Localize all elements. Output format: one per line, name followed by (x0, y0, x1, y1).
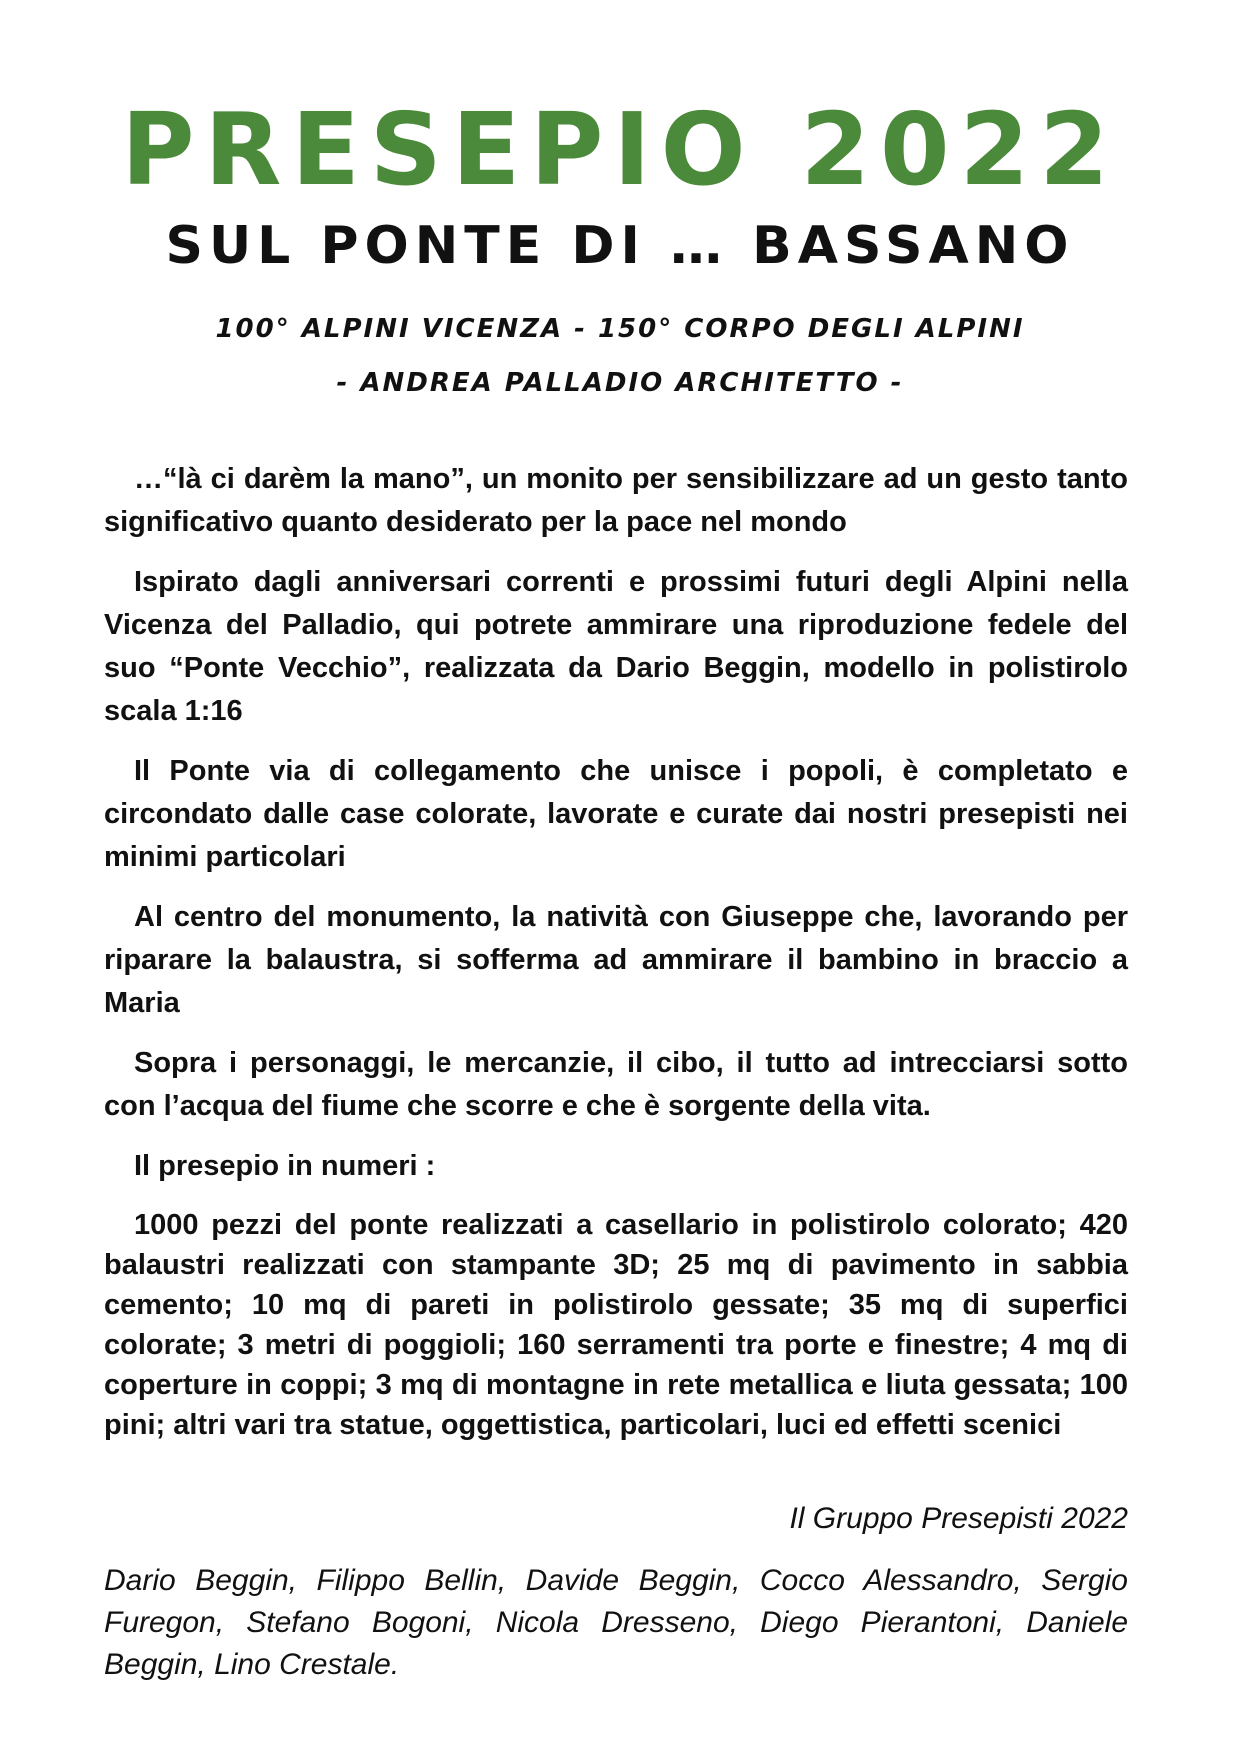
body-text (104, 458, 1128, 1462)
page-subtitle: SUL PONTE DI … BASSANO (165, 216, 1075, 276)
paragraph-intro: …“là ci darèm la mano”, un monito per sensibilizzare ad un gesto tanto significativo quanto desiderato per la pace nel mondo (104, 463, 1128, 538)
paragraph-characters: Sopra i personaggi, le mercanzie, il cibo, il tutto ad intrecciarsi sotto con l’acqua del fiume che scorre e che è sorgente della vita. (104, 1047, 1128, 1122)
dedication-line-1: 100° ALPINI VICENZA - 150° CORPO DEGLI ALPINI (215, 314, 1025, 344)
paragraph-numbers: 1000 pezzi del ponte realizzati a casellario in polistirolo colorato; 420 balaustri realizzati con stampante 3D; 25 mq di pavimento in sabbia cemento; 10 mq di pareti in polistirolo gessate; 35 mq di superfici colorate; 3 metri di poggioli; 160 serramenti tra porte e finestre; 4 mq di coperture in coppi; 3 mq di montagne in rete metallica e liuta gessata; 100 pini; altri vari tra statue, oggettistica, particolari, luci ed effetti scenici (104, 1209, 1128, 1441)
paragraph-nativity: Al centro del monumento, la natività con Giuseppe che, lavorando per riparare la balaustra, si sofferma ad ammirare il bambino in braccio a Maria (104, 901, 1128, 1019)
page-title: PRESEPIO 2022 (121, 91, 1119, 208)
dedication-line-2: - ANDREA PALLADIO ARCHITETTO - (336, 368, 904, 398)
paragraph-numbers-heading: Il presepio in numeri : (134, 1150, 436, 1182)
paragraph-bridge: Il Ponte via di collegamento che unisce i popoli, è completato e circondato dalle case colorate, lavorate e curate dai nostri presepisti nei minimi particolari (104, 755, 1128, 873)
members-list: Dario Beggin, Filippo Bellin, Davide Beggin, Cocco Alessandro, Sergio Furegon, Stefano Bogoni, Nicola Dresseno, Diego Pierantoni, Daniele Beggin, Lino Crestale. (104, 1564, 1128, 1681)
paragraph-inspiration: Ispirato dagli anniversari correnti e prossimi futuri degli Alpini nella Vicenza del Palladio, qui potrete ammirare una riproduzione fedele del suo “Ponte Vecchio”, realizzata da Dario Beggin, modello in polistirolo scala 1:16 (104, 566, 1128, 727)
signature: Il Gruppo Presepisti 2022 (789, 1502, 1128, 1535)
